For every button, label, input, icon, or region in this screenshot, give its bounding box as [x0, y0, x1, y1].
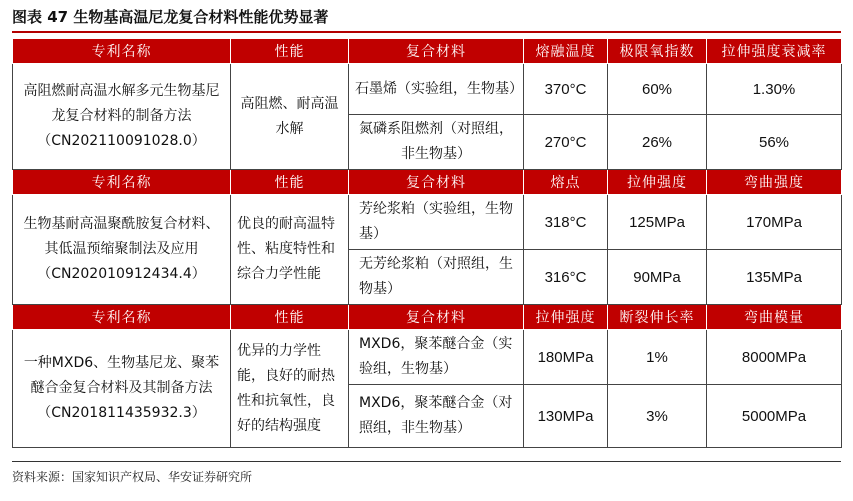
title-divider: [12, 31, 841, 33]
metric-3-cell: 135MPa: [707, 250, 842, 305]
table-row: [13, 195, 842, 250]
performance-cell: 高阻燃、耐高温水解: [231, 64, 349, 170]
header-metric-3: 弯曲模量: [707, 305, 842, 330]
header-patent-name: 专利名称: [13, 170, 231, 195]
header-metric-3: 弯曲强度: [707, 170, 842, 195]
header-patent-name: 专利名称: [13, 305, 231, 330]
patent-name-cell: 高阻燃耐高温水解多元生物基尼龙复合材料的制备方法（CN202110091028.0）: [13, 64, 231, 170]
metric-3-cell: 56%: [707, 115, 842, 170]
table-row: [13, 64, 842, 115]
source-divider: [12, 461, 841, 462]
patent-name-cell: 生物基耐高温聚酰胺复合材料、其低温预缩聚制法及应用（CN202010912434.4）: [13, 195, 231, 305]
metric-1-cell: 318°C: [524, 195, 608, 250]
metric-2-cell: 125MPa: [608, 195, 707, 250]
performance-cell: 优异的力学性能，良好的耐热性和抗氧性，良好的结构强度: [231, 330, 349, 448]
section-header-row: [13, 170, 842, 195]
metric-3-cell: 5000MPa: [707, 385, 842, 448]
performance-cell: 优良的耐高温特性、粘度特性和综合力学性能: [231, 195, 349, 305]
metric-2-cell: 60%: [608, 64, 707, 115]
header-metric-2: 断裂伸长率: [608, 305, 707, 330]
patent-comparison-table: [12, 38, 842, 448]
header-metric-1: 拉伸强度: [524, 305, 608, 330]
metric-2-cell: 26%: [608, 115, 707, 170]
header-composite: 复合材料: [349, 39, 524, 64]
header-patent-name: 专利名称: [13, 39, 231, 64]
metric-2-cell: 3%: [608, 385, 707, 448]
header-metric-2: 拉伸强度: [608, 170, 707, 195]
section-header-row: [13, 39, 842, 64]
figure-title: 图表 47 生物基高温尼龙复合材料性能优势显著: [12, 8, 329, 26]
metric-1-cell: 270°C: [524, 115, 608, 170]
material-cell: 石墨烯（实验组，生物基）: [349, 64, 524, 115]
section-header-row: [13, 305, 842, 330]
material-cell: 无芳纶浆粕（对照组，生物基）: [349, 250, 524, 305]
metric-3-cell: 8000MPa: [707, 330, 842, 385]
header-metric-3: 拉伸强度衰减率: [707, 39, 842, 64]
header-composite: 复合材料: [349, 170, 524, 195]
metric-3-cell: 170MPa: [707, 195, 842, 250]
table-row: [13, 330, 842, 385]
metric-2-cell: 1%: [608, 330, 707, 385]
metric-1-cell: 180MPa: [524, 330, 608, 385]
header-metric-1: 熔融温度: [524, 39, 608, 64]
source-note: 资料来源：国家知识产权局、华安证券研究所: [12, 470, 253, 484]
header-metric-2: 极限氧指数: [608, 39, 707, 64]
header-performance: 性能: [231, 39, 349, 64]
metric-1-cell: 316°C: [524, 250, 608, 305]
material-cell: MXD6，聚苯醚合金（实验组，生物基）: [349, 330, 524, 385]
header-composite: 复合材料: [349, 305, 524, 330]
header-metric-1: 熔点: [524, 170, 608, 195]
material-cell: 氮磷系阻燃剂（对照组，非生物基）: [349, 115, 524, 170]
metric-1-cell: 130MPa: [524, 385, 608, 448]
material-cell: MXD6，聚苯醚合金（对照组，非生物基）: [349, 385, 524, 448]
patent-name-cell: 一种MXD6、生物基尼龙、聚苯醚合金复合材料及其制备方法（CN201811435932.3）: [13, 330, 231, 448]
material-cell: 芳纶浆粕（实验组，生物基）: [349, 195, 524, 250]
metric-1-cell: 370°C: [524, 64, 608, 115]
metric-2-cell: 90MPa: [608, 250, 707, 305]
header-performance: 性能: [231, 170, 349, 195]
header-performance: 性能: [231, 305, 349, 330]
metric-3-cell: 1.30%: [707, 64, 842, 115]
